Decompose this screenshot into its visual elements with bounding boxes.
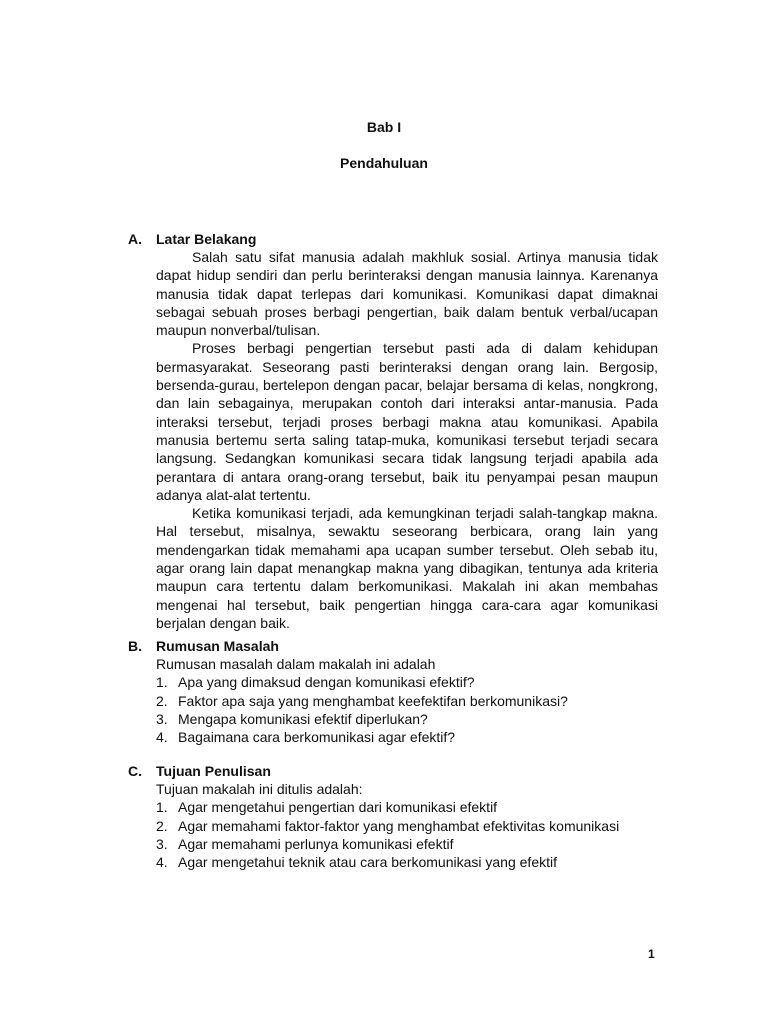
chapter-heading: Bab I: [366, 119, 402, 135]
list-number: 2.: [156, 817, 168, 834]
section-body: [156, 655, 658, 746]
section-intro: Rumusan masalah dalam makalah ini adalah: [156, 656, 436, 672]
list-number: 1.: [156, 799, 168, 816]
section-rumusan-masalah: [128, 637, 658, 746]
section-title: Tujuan Penulisan: [156, 763, 271, 779]
numbered-list: [156, 673, 658, 746]
list-item: [156, 710, 658, 728]
list-item: [156, 835, 658, 853]
list-item-text: Agar mengetahui teknik atau cara berkomunikasi yang efektif: [178, 854, 557, 871]
section-latar-belakang: [128, 230, 658, 632]
paragraph: Ketika komunikasi terjadi, ada kemungkinan terjadi salah-tangkap makna. Hal tersebut, misalnya, sewaktu seseorang berbicara, orang lain yang mendengarkan tidak memahami apa ucapan sumber tersebut. Oleh sebab itu, agar orang lain dapat menangkap makna yang dibagikan, tentunya ada kriteria maupun cara tertentu dalam berkomunikasi. Makalah ini akan membahas mengenai hal tersebut, baik pengertian hingga cara-cara agar komunikasi berjalan dengan baik.: [156, 505, 658, 631]
section-heading: [128, 762, 658, 780]
list-item-text: Apa yang dimaksud dengan komunikasi efektif?: [178, 674, 475, 691]
page-number: 1: [648, 947, 655, 961]
list-number: 4.: [156, 854, 168, 871]
list-number: 3.: [156, 835, 168, 852]
list-number: 3.: [156, 710, 168, 727]
list-item: [156, 817, 658, 835]
section-title: Latar Belakang: [156, 231, 257, 247]
list-number: 2.: [156, 692, 168, 709]
list-item: [156, 728, 658, 746]
paragraph: Salah satu sifat manusia adalah makhluk sosial. Artinya manusia tidak dapat hidup sendiri dan perlu berinteraksi dengan manusia lainnya. Karenanya manusia tidak dapat terlepas dari komunikasi. Komunikasi dapat dimaknai sebagai sebuah proses berbagi pengertian, baik dalam bentuk verbal/ucapan maupun nonverbal/tulisan.: [156, 249, 658, 339]
list-item-text: Agar mengetahui pengertian dari komunikasi efektif: [178, 799, 498, 816]
section-heading: [128, 637, 658, 655]
page-title: Pendahuluan: [340, 155, 428, 171]
section-letter: B.: [128, 638, 142, 654]
paragraph: Proses berbagi pengertian tersebut pasti ada di dalam kehidupan bermasyarakat. Seseorang pasti berinteraksi dengan orang lain. Bergosip, bersenda-gurau, bertelepon dengan pacar, belajar bersama di kelas, nongkrong, dan lain sebagainya, merupakan contoh dari interaksi antar-manusia. Pada interaksi tersebut, terjadi proses berbagi makna atau komunikasi. Apabila manusia bertemu serta saling tatap-muka, komunikasi tersebut terjadi secara langsung. Sedangkan komunikasi secara tidak langsung terjadi apabila ada perantara di antara orang-orang tersebut, baik itu penyampai pesan maupun adanya alat-alat tertentu.: [156, 340, 658, 503]
list-item-text: Faktor apa saja yang menghambat keefektifan berkomunikasi?: [178, 692, 568, 709]
list-item: [156, 853, 658, 871]
section-body: [156, 248, 658, 632]
list-item-text: Agar memahami perlunya komunikasi efektif: [178, 835, 454, 852]
list-number: 4.: [156, 729, 168, 746]
list-item-text: Mengapa komunikasi efektif diperlukan?: [178, 710, 428, 727]
list-item: [156, 673, 658, 691]
list-item-text: Bagaimana cara berkomunikasi agar efektif?: [178, 729, 456, 746]
section-letter: C.: [128, 763, 142, 779]
section-title: Rumusan Masalah: [156, 638, 279, 654]
section-heading: [128, 230, 658, 248]
section-body: [156, 780, 658, 871]
numbered-list: [156, 798, 658, 871]
list-number: 1.: [156, 674, 168, 691]
section-letter: A.: [128, 231, 142, 247]
list-item: [156, 692, 658, 710]
section-tujuan-penulisan: [128, 762, 658, 871]
list-item: [156, 798, 658, 816]
list-item-text: Agar memahami faktor-faktor yang menghambat efektivitas komunikasi: [178, 817, 620, 834]
section-intro: Tujuan makalah ini ditulis adalah:: [156, 781, 363, 797]
